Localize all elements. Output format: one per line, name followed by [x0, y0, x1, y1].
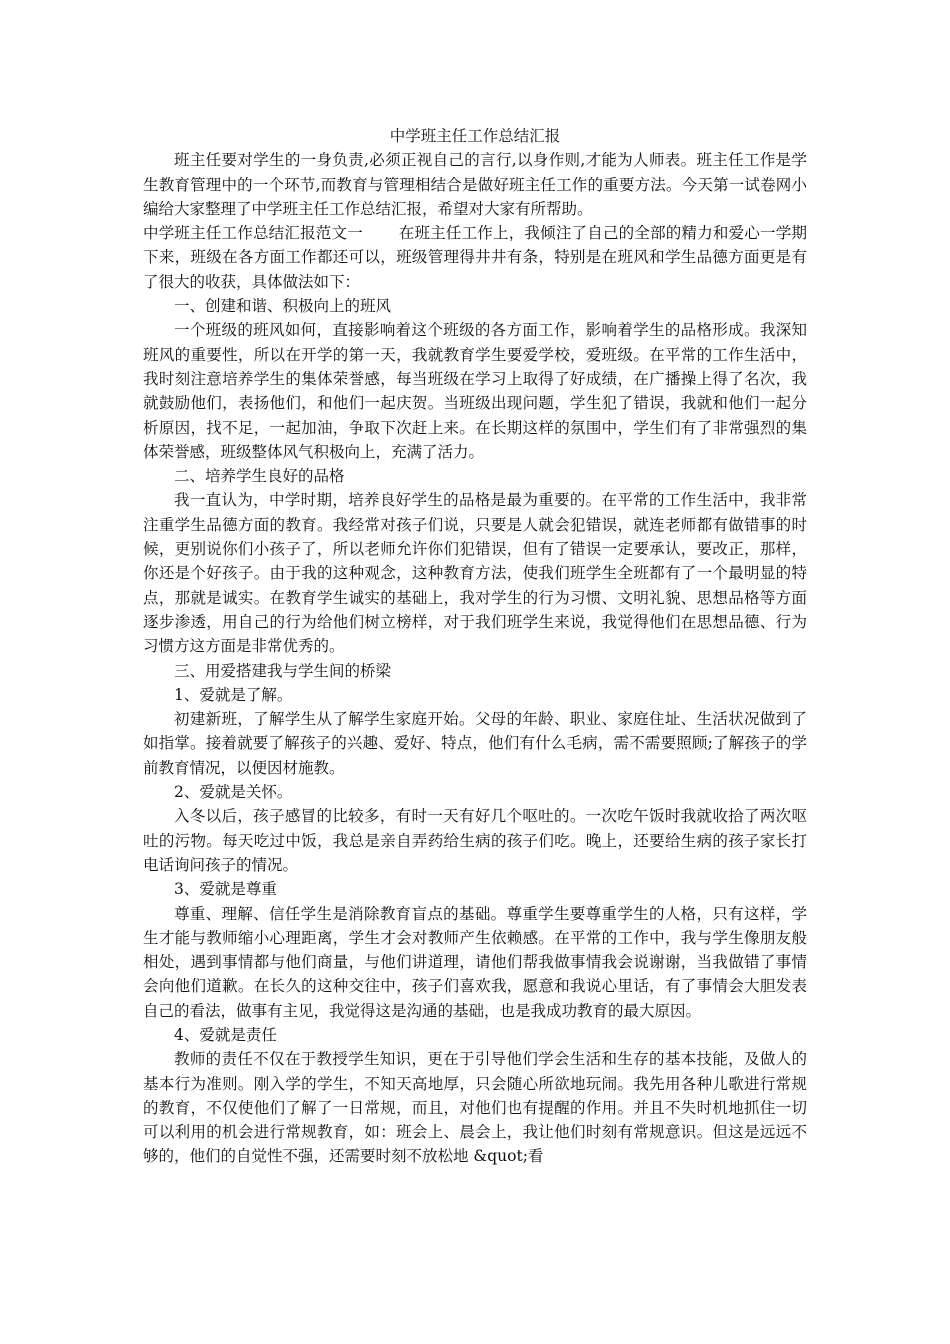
section3-heading: 三、用爱搭建我与学生间的桥梁 [174, 661, 392, 680]
sample-intro-paragraph [143, 221, 807, 294]
sub4-heading: 4、爱就是责任 [174, 1025, 277, 1044]
section2-heading: 二、培养学生良好的品格 [174, 467, 345, 486]
intro-paragraph: 班主任要对学生的一身负责,必须正视自己的言行,以身作则,才能为人师表。班主任工作是学生教育管理中的一个环节,而教育与管理相结合是做好班主任工作的重要方法。今天第一试卷网小编给大家整理了中学班主任工作总结汇报，希望对大家有所帮助。 [143, 151, 807, 218]
document-page [143, 124, 807, 1169]
section1-body: 一个班级的班风如何，直接影响着这个班级的各方面工作，影响着学生的品格形成。我深知班风的重要性，所以在开学的第一天，我就教育学生要爱学校，爱班级。在平常的工作生活中，我时刻注意培养学生的集体荣誉感，每当班级在学习上取得了好成绩，在广播操上得了名次，我就鼓励他们，表扬他们，和他们一起庆贺。当班级出现问题，学生犯了错误，我就和他们一起分析原因，找不足，一起加油，争取下次赶上来。在长期这样的氛围中，学生们有了非常强烈的集体荣誉感，班级整体风气积极向上，充满了活力。 [143, 321, 807, 461]
sub3-heading: 3、爱就是尊重 [174, 880, 277, 899]
sub2-heading: 2、爱就是关怀。 [174, 783, 293, 802]
sub1-body: 初建新班，了解学生从了解学生家庭开始。父母的年龄、职业、家庭住址、生活状况做到了如指掌。接着就要了解孩子的兴趣、爱好、特点，他们有什么毛病，需不需要照顾;了解孩子的学前教育情况，以便因材施教。 [143, 710, 807, 777]
sample-label: 中学班主任工作总结汇报范文一 [143, 224, 363, 243]
section2-body: 我一直认为，中学时期，培养良好学生的品格是最为重要的。在平常的工作生活中，我非常注重学生品德方面的教育。我经常对孩子们说，只要是人就会犯错误，就连老师都有做错事的时候，更别说你们小孩子了，所以老师允许你们犯错误，但有了错误一定要承认，要改正，那样，你还是个好孩子。由于我的这种观念，这种教育方法，使我们班学生全班都有了一个最明显的特点，那就是诚实。在教育学生诚实的基础上，我对学生的行为习惯、文明礼貌、思想品格等方面逐步渗透，用自己的行为给他们树立榜样，对于我们班学生来说，我觉得他们在思想品德、行为习惯方这方面是非常优秀的。 [143, 491, 807, 656]
sub4-body: 教师的责任不仅在于教授学生知识，更在于引导他们学会生活和生存的基本技能，及做人的基本行为准则。刚入学的学生，不知天高地厚，只会随心所欲地玩闹。我先用各种儿歌进行常规的教育，不仅使他们了解了一日常规，而且，对他们也有提醒的作用。并且不失时机地抓住一切可以利用的机会进行常规教育，如：班会上、晨会上，我让他们时刻有常规意识。但这是远远不够的，他们的自觉性不强，还需要时刻不放松地 &quot;看 [143, 1050, 807, 1166]
sub1-heading: 1、爱就是了解。 [174, 685, 293, 704]
sub2-body: 入冬以后，孩子感冒的比较多，有时一天有好几个呕吐的。一次吃午饭时我就收拾了两次呕吐的污物。每天吃过中饭，我总是亲自弄药给生病的孩子们吃。晚上，还要给生病的孩子家长打电话询问孩子的情况。 [143, 807, 807, 874]
sub3-body: 尊重、理解、信任学生是消除教育盲点的基础。尊重学生要尊重学生的人格，只有这样，学生才能与教师缩小心理距离，学生才会对教师产生依赖感。在平常的工作中，我与学生像朋友般相处，遇到事情都与他们商量，与他们讲道理，请他们帮我做事情我会说谢谢，当我做错了事情会向他们道歉。在长久的这种交往中，孩子们喜欢我，愿意和我说心里话，有了事情会大胆发表自己的看法，做事有主见，我觉得这是沟通的基础，也是我成功教育的最大原因。 [143, 904, 807, 1020]
document-title: 中学班主任工作总结汇报 [389, 127, 561, 145]
section1-heading: 一、创建和谐、积极向上的班风 [174, 297, 392, 316]
sample-intro-text: 在班主任工作上，我倾注了自己的全部的精力和爱心一学期下来，班级在各方面工作都还可以，班级管理得井井有条，特别是在班风和学生品德方面更是有了很大的收获，具体做法如下： [143, 224, 807, 291]
